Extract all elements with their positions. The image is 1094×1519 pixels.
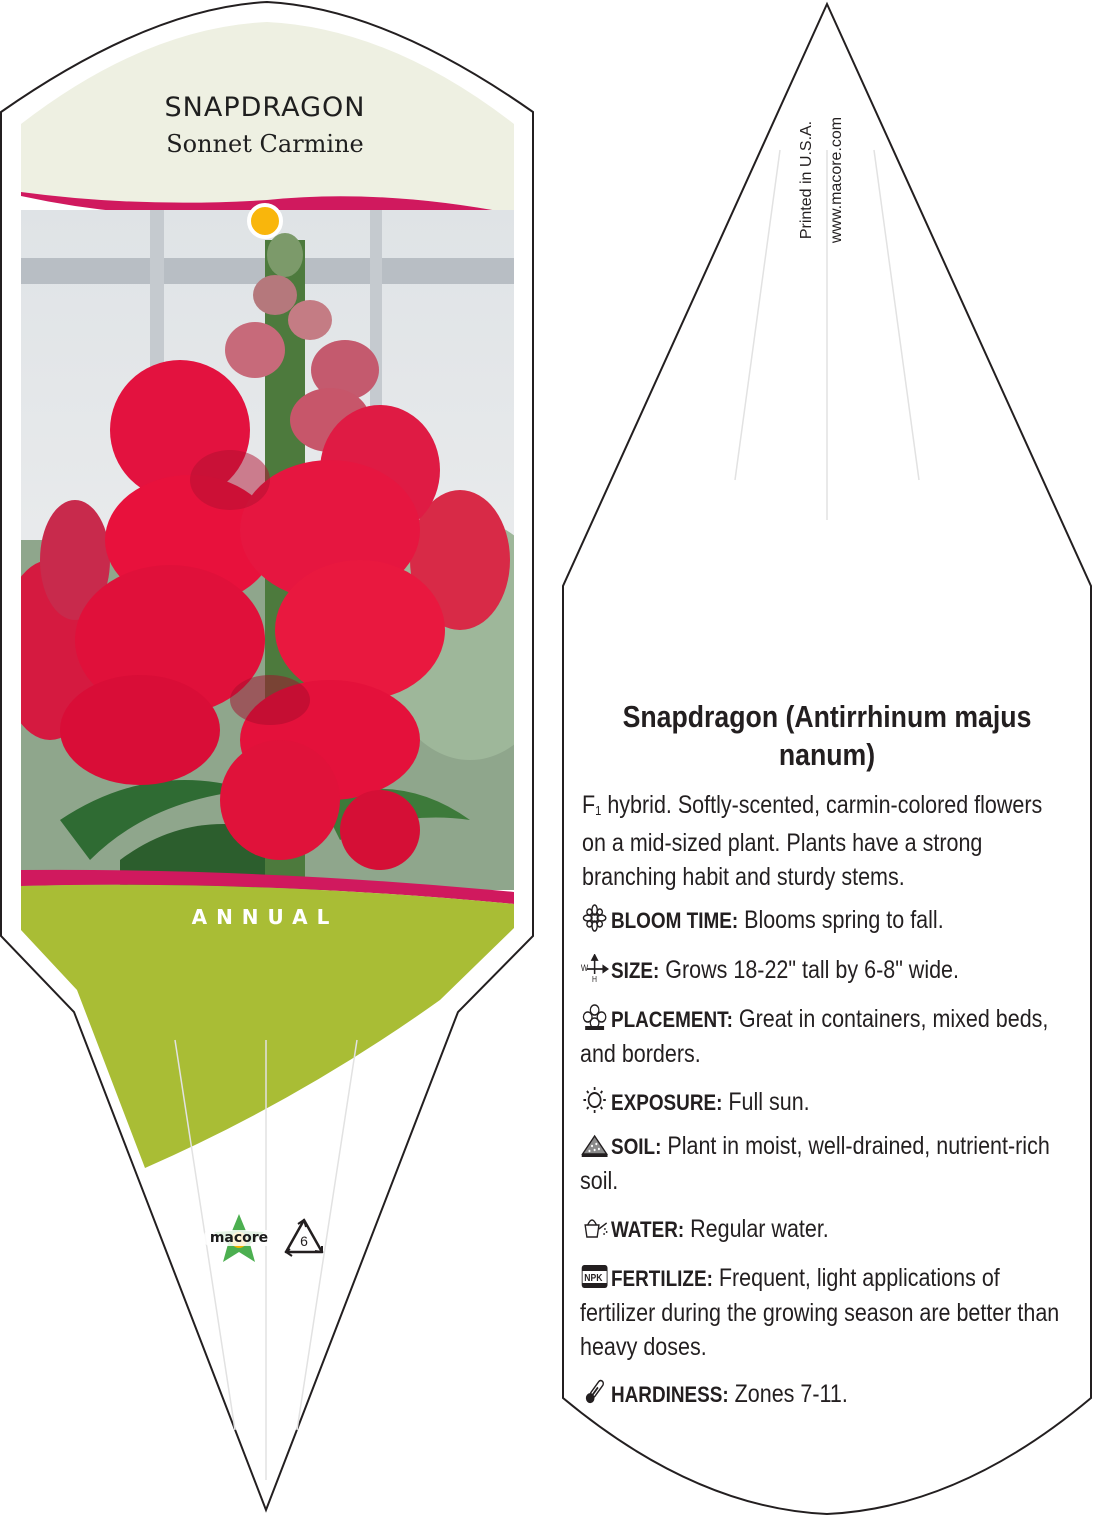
website-text: www.macore.com [828, 116, 845, 244]
attr-fertilize-value: Frequent, light applications of fertilizer during the growing season are better than heavy doses. [580, 1264, 1060, 1361]
svg-text:W: W [580, 962, 589, 974]
attr-water [580, 1212, 1070, 1247]
attr-fertilize [580, 1261, 1070, 1364]
soil-icon [580, 1130, 611, 1156]
plant-description [582, 788, 1064, 894]
back-plant-title: Snapdragon (Antirrhinum majus nanum) [622, 699, 1032, 772]
npk-icon [580, 1262, 611, 1288]
sun-icon [580, 1086, 611, 1112]
recycle-number: 6 [300, 1233, 308, 1249]
attr-hardiness-label: HARDINESS: [610, 1382, 729, 1407]
attr-soil-label: SOIL: [610, 1134, 662, 1159]
attr-exposure-label: EXPOSURE: [610, 1090, 723, 1115]
thermometer-icon [580, 1378, 611, 1404]
front-cultivar-name: Sonnet Carmine [166, 130, 364, 158]
svg-text:H: H [592, 974, 598, 982]
attr-soil-value: Plant in moist, well-drained, nutrient-rich soil. [580, 1132, 1050, 1195]
attr-bloom-time [580, 903, 1070, 938]
size-icon [580, 954, 611, 980]
attr-placement-value: Great in containers, mixed beds, and borders. [580, 1005, 1049, 1068]
desc-text: hybrid. Softly-scented, carmin-colored flowers on a mid-sized plant. Plants have a strong branching habit and sturdy stems. [582, 791, 1043, 891]
attr-hardiness [580, 1377, 1070, 1412]
svg-text:NPK: NPK [584, 1272, 603, 1284]
attr-water-value: Regular water. [684, 1215, 829, 1243]
placement-icon [580, 1003, 611, 1029]
attr-bloom-time-value: Blooms spring to fall. [738, 906, 944, 934]
attr-water-label: WATER: [610, 1217, 685, 1242]
attr-exposure-value: Full sun. [722, 1088, 810, 1116]
front-category-label: ANNUAL [191, 905, 339, 929]
printed-info-rotated [792, 80, 852, 280]
attr-size-label: SIZE: [610, 958, 660, 983]
attr-hardiness-value: Zones 7-11. [728, 1380, 848, 1408]
watering-can-icon [580, 1213, 611, 1239]
attr-placement-label: PLACEMENT: [610, 1007, 733, 1032]
macore-logo-text: macore [204, 1230, 274, 1246]
attr-bloom-time-label: BLOOM TIME: [610, 908, 739, 933]
attr-soil [580, 1129, 1070, 1198]
flower-icon [580, 904, 611, 930]
attr-exposure [580, 1085, 1070, 1120]
attr-fertilize-label: FERTILIZE: [610, 1266, 713, 1291]
attr-placement [580, 1002, 1070, 1071]
desc-subscript: 1 [595, 803, 602, 818]
attr-size-value: Grows 18-22" tall by 6-8" wide. [659, 956, 959, 984]
front-plant-name: SNAPDRAGON [164, 92, 366, 123]
attr-size [580, 953, 1070, 988]
desc-prefix: F [582, 791, 596, 819]
printed-in-text: Printed in U.S.A. [798, 120, 815, 240]
